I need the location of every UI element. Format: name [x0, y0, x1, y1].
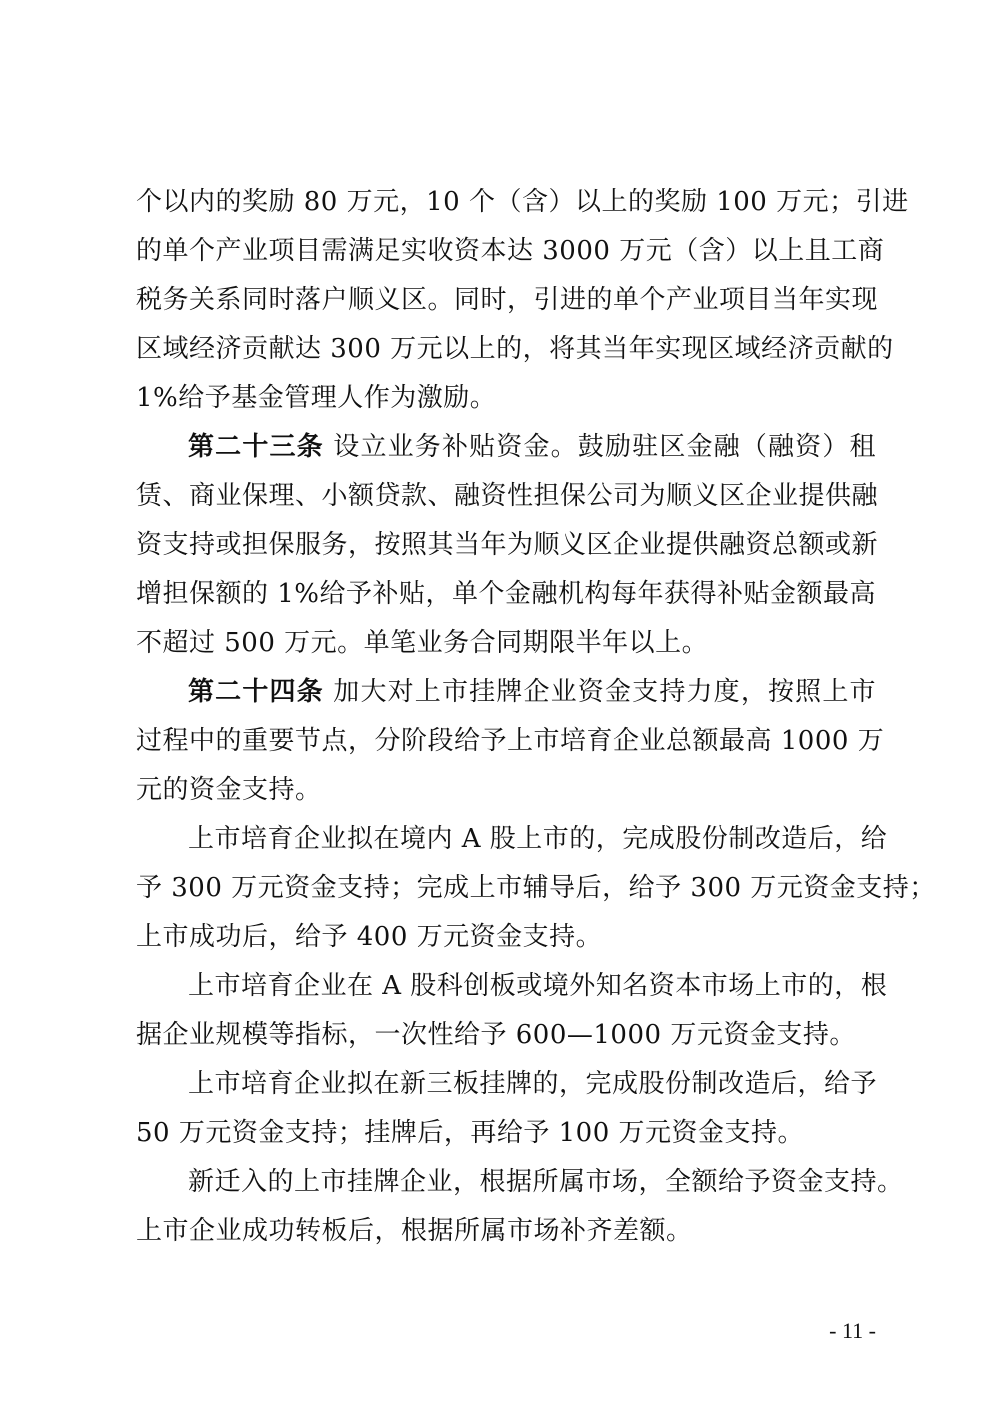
page-number: - 11 - — [829, 1318, 876, 1343]
article-24-heading: 第二十四条 — [188, 677, 324, 707]
text-line: 个以内的奖励 80 万元，10 个（含）以上的奖励 100 万元；引进 — [136, 187, 909, 217]
document-body — [136, 178, 936, 1256]
text-line: 予 300 万元资金支持；完成上市辅导后，给予 300 万元资金支持； — [136, 873, 936, 903]
text-line: 50 万元资金支持；挂牌后，再给予 100 万元资金支持。 — [136, 1118, 805, 1148]
text-line: 上市培育企业在 A 股科创板或境外知名资本市场上市的，根 — [188, 971, 888, 1001]
text-line: 增担保额的 1%给予补贴，单个金融机构每年获得补贴金额最高 — [136, 579, 877, 609]
text-line: 资支持或担保服务，按照其当年为顺义区企业提供融资总额或新 — [136, 530, 879, 560]
text-line: 过程中的重要节点，分阶段给予上市培育企业总额最高 1000 万 — [136, 726, 885, 756]
text-line: 上市企业成功转板后，根据所属市场补齐差额。 — [136, 1216, 693, 1246]
article-23-text: 设立业务补贴资金。鼓励驻区金融（融资）租 — [323, 432, 876, 462]
text-line: 1%给予基金管理人作为激励。 — [136, 383, 497, 413]
text-line: 税务关系同时落户顺义区。同时，引进的单个产业项目当年实现 — [136, 285, 879, 315]
article-24-text: 加大对上市挂牌企业资金支持力度，按照上市 — [323, 677, 876, 707]
text-line: 赁、商业保理、小额贷款、融资性担保公司为顺义区企业提供融 — [136, 481, 879, 511]
article-23-line — [136, 423, 876, 472]
text-line: 据企业规模等指标，一次性给予 600—1000 万元资金支持。 — [136, 1020, 856, 1050]
text-line: 元的资金支持。 — [136, 775, 322, 805]
text-line: 新迁入的上市挂牌企业，根据所属市场，全额给予资金支持。 — [188, 1167, 904, 1197]
text-line: 上市培育企业拟在新三板挂牌的，完成股份制改造后，给予 — [188, 1069, 878, 1099]
article-23-heading: 第二十三条 — [188, 432, 324, 462]
article-24-line — [136, 668, 876, 717]
text-line: 上市成功后，给予 400 万元资金支持。 — [136, 922, 603, 952]
text-line: 区域经济贡献达 300 万元以上的，将其当年实现区域经济贡献的 — [136, 334, 894, 364]
text-line: 不超过 500 万元。单笔业务合同期限半年以上。 — [136, 628, 709, 658]
text-line: 上市培育企业拟在境内 A 股上市的，完成股份制改造后，给 — [188, 824, 888, 854]
text-line: 的单个产业项目需满足实收资本达 3000 万元（含）以上且工商 — [136, 236, 885, 266]
